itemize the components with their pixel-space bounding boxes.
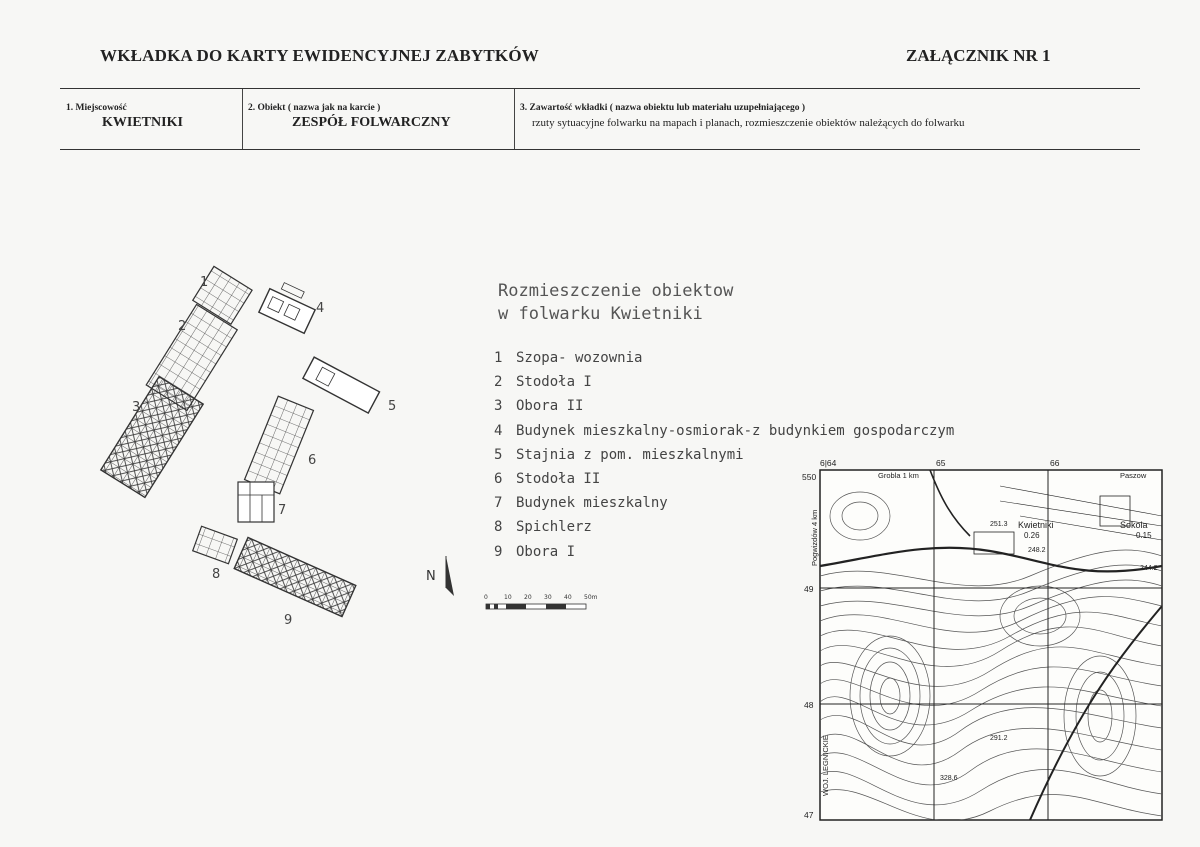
locality-cell (60, 89, 243, 149)
grid-label-left: 47 (804, 810, 814, 820)
scale-tick: 30 (544, 594, 552, 601)
building-5 (303, 357, 380, 413)
grid-label-left: 550 (802, 472, 817, 482)
plan-label-7: 7 (278, 503, 287, 518)
map-label-paszow: Paszow (1120, 471, 1147, 480)
site-plan (100, 260, 397, 640)
scale-tick: 20 (524, 594, 532, 601)
building-8 (193, 526, 238, 563)
legend-item: 3 Obora II (494, 398, 584, 415)
map-label-kwietniki-value: 0.26 (1024, 531, 1040, 540)
plan-label-4: 4 (316, 301, 325, 316)
grid-label-top: 66 (1050, 458, 1060, 468)
map-height-4: 291.2 (990, 735, 1008, 742)
map-label-voivodeship: WOJ. LEGNICKIE (821, 735, 830, 796)
grid-label-left: 49 (804, 584, 814, 594)
building-4 (259, 283, 315, 334)
legend-item: 2 Stodoła I (494, 374, 592, 391)
plan-label-2: 2 (178, 319, 187, 334)
north-label: N (426, 569, 436, 584)
locality-label: 1. Miejscowość (66, 103, 127, 113)
plan-label-8: 8 (212, 567, 221, 582)
map-height-5: 328.6 (940, 775, 958, 782)
north-arrow (424, 552, 460, 602)
legend-item: 9 Obora I (494, 543, 576, 560)
legend-item: 6 Stodoła II (494, 471, 601, 488)
locality-value: KWIETNIKI (102, 115, 183, 130)
map-title (498, 280, 733, 326)
object-label: 2. Obiekt ( nazwa jak na karcie ) (248, 103, 381, 113)
object-cell (242, 89, 515, 149)
scale-tick: 40 (564, 594, 572, 601)
grid-label-top: 65 (936, 458, 946, 468)
scale-tick: 0 (484, 594, 488, 601)
header-table (60, 88, 1140, 150)
plan-label-9: 9 (284, 613, 293, 628)
map-title-line-1: Rozmieszczenie obiektow (498, 281, 734, 301)
content-label: 3. Zawartość wkładki ( nazwa obiektu lub materiału uzupełniającego ) (520, 103, 806, 113)
legend-item: 8 Spichlerz (494, 519, 592, 536)
scale-tick: 10 (504, 594, 512, 601)
plan-label-5: 5 (388, 399, 397, 414)
plan-label-1: 1 (200, 275, 209, 290)
legend-item: 4 Budynek mieszkalny-osmiorak-z budynkiem gospodarczym (494, 422, 955, 439)
topographic-map (800, 456, 1166, 824)
building-6 (245, 396, 317, 494)
map-label-grobla: Grobla 1 km (878, 471, 919, 480)
annex-number: ZAŁĄCZNIK NR 1 (906, 46, 1051, 65)
map-label-kwietniki: Kwietniki (1018, 520, 1054, 530)
content-cell (514, 89, 1140, 149)
grid-label-top: 6|64 (820, 458, 837, 468)
building-3 (101, 377, 203, 498)
content-value: rzuty sytuacyjne folwarku na mapach i planach, rozmieszczenie obiektów należących do folwarku (532, 117, 965, 129)
map-label-sokola: Sokola (1120, 520, 1148, 530)
building-9 (234, 537, 356, 616)
plan-label-6: 6 (308, 453, 317, 468)
legend-item: 5 Stajnia z pom. mieszkalnymi (494, 446, 744, 463)
map-height-1: 251.3 (990, 521, 1008, 528)
object-value: ZESPÓŁ FOLWARCZNY (292, 115, 451, 130)
map-height-3: 244.2 (1140, 565, 1158, 572)
scale-bar (484, 590, 614, 618)
legend-item: 1 Szopa- wozownia (494, 350, 643, 366)
map-label-sokola-value: 0.15 (1136, 531, 1152, 540)
building-7 (238, 482, 274, 522)
map-height-2: 248.2 (1028, 547, 1046, 554)
legend-item: 7 Budynek mieszkalny (494, 495, 668, 512)
document-title: WKŁADKA DO KARTY EWIDENCYJNEJ ZABYTKÓW (100, 46, 539, 65)
plan-label-3: 3 (132, 400, 141, 415)
grid-label-left: 48 (804, 700, 814, 710)
map-title-line-2: w folwarku Kwietniki (498, 304, 703, 324)
map-label-pogwizdow: Pogwizdów 4 km (810, 509, 819, 566)
scale-tick: 50m (584, 594, 598, 601)
